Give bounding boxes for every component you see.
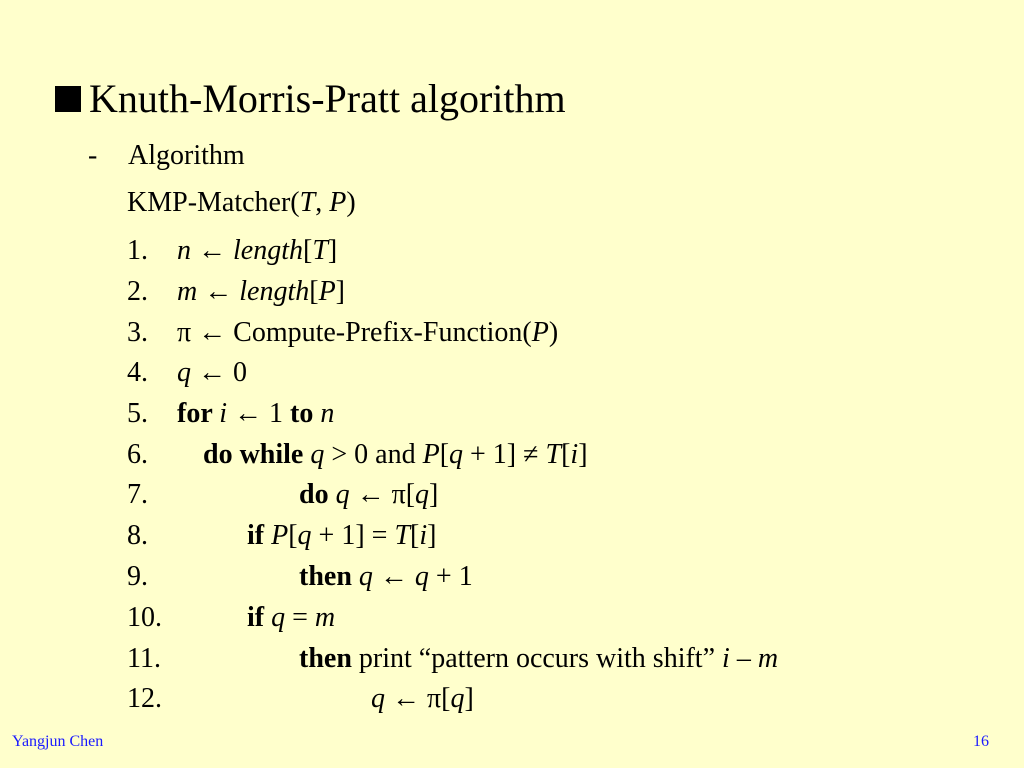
line-statement (177, 395, 334, 433)
code-text: = (285, 602, 315, 633)
dash-bullet: - (88, 140, 98, 171)
code-text: ] (578, 439, 588, 470)
line-number: 4. (127, 357, 148, 388)
variable: q (449, 439, 464, 470)
line-number: 12. (127, 683, 162, 714)
variable: length (239, 276, 310, 307)
variable: P (271, 520, 289, 551)
line-number: 2. (127, 276, 148, 307)
subheading: Algorithm (128, 140, 245, 171)
code-text: [ (309, 276, 319, 307)
line-number: 5. (127, 398, 148, 429)
line-number: 11. (127, 643, 161, 674)
line-statement (299, 476, 438, 514)
code-text: ← (191, 235, 233, 266)
code-text: ] (429, 479, 439, 510)
footer-page-number: 16 (973, 733, 989, 750)
variable: T (545, 439, 562, 470)
function-signature (127, 184, 356, 222)
code-text: [ (439, 439, 450, 470)
keyword: for (177, 398, 220, 429)
variable: n (320, 398, 335, 429)
variable: length (233, 235, 303, 266)
code-text: [ (561, 439, 571, 470)
subheading-row (88, 137, 245, 175)
signature-arg-p: P (329, 187, 347, 218)
variable: i (570, 439, 579, 470)
variable: i (722, 643, 730, 674)
code-text: ← (372, 561, 415, 592)
variable: q (310, 439, 325, 470)
variable: q (297, 520, 312, 551)
keyword: do while (203, 439, 311, 470)
code-text: ] (464, 683, 474, 714)
variable: P (531, 317, 549, 348)
slide-title: Knuth-Morris-Pratt algorithm (89, 76, 566, 121)
code-text: – (729, 643, 758, 674)
variable: q (271, 602, 286, 633)
line-statement (177, 314, 558, 352)
line-statement (247, 517, 436, 555)
code-text: [ (303, 235, 313, 266)
signature-arg-t: T (299, 187, 316, 218)
line-statement (247, 599, 335, 637)
code-text: ] (335, 276, 345, 307)
slide-title-row (55, 74, 566, 124)
variable: T (312, 235, 328, 266)
line-statement (203, 436, 588, 474)
keyword: then (299, 643, 359, 674)
variable: m (314, 602, 336, 633)
line-number: 3. (127, 317, 148, 348)
keyword: to (290, 398, 321, 429)
keyword: then (299, 561, 359, 592)
signature-close: ) (346, 187, 356, 218)
variable: q (177, 357, 191, 388)
footer-author: Yangjun Chen (12, 733, 104, 750)
line-statement (177, 232, 337, 270)
line-statement (299, 640, 778, 678)
code-text: ← (197, 276, 240, 307)
variable: q (335, 479, 350, 510)
square-bullet-icon (55, 86, 81, 112)
code-text: ] (427, 520, 437, 551)
variable: m (757, 643, 779, 674)
variable: q (415, 479, 430, 510)
code-text: + 1] ≠ (463, 439, 546, 470)
variable: q (414, 561, 429, 592)
line-number: 7. (127, 479, 148, 510)
variable: P (318, 276, 336, 307)
code-text: ← 1 (227, 398, 291, 429)
variable: q (450, 683, 465, 714)
line-statement (177, 354, 247, 392)
code-text: ) (548, 317, 559, 348)
line-statement (177, 273, 345, 311)
keyword: do (299, 479, 336, 510)
code-text: [ (288, 520, 298, 551)
line-statement (371, 680, 474, 718)
code-text: print “pattern occurs with shift” (358, 643, 723, 674)
line-number: 8. (127, 520, 148, 551)
code-text: + 1] = (311, 520, 395, 551)
line-statement (299, 558, 473, 596)
line-number: 6. (127, 439, 148, 470)
variable: q (371, 683, 385, 714)
variable: m (177, 276, 198, 307)
line-number: 9. (127, 561, 148, 592)
line-number: 10. (127, 602, 162, 633)
code-text: + 1 (428, 561, 473, 592)
code-text: > 0 and (324, 439, 423, 470)
variable: P (422, 439, 440, 470)
variable: n (177, 235, 191, 266)
code-text: π ← Compute-Prefix-Function( (177, 317, 532, 348)
keyword: if (247, 520, 272, 551)
variable: i (419, 520, 428, 551)
variable: q (358, 561, 373, 592)
code-text: ← 0 (191, 357, 247, 388)
signature-separator: , (315, 187, 330, 218)
code-text: ← π[ (385, 683, 451, 714)
signature-name: KMP-Matcher( (127, 187, 300, 218)
code-text: [ (410, 520, 420, 551)
line-number: 1. (127, 235, 148, 266)
code-text: ← π[ (349, 479, 416, 510)
code-text: ] (327, 235, 338, 266)
variable: i (219, 398, 228, 429)
keyword: if (247, 602, 272, 633)
variable: T (394, 520, 411, 551)
